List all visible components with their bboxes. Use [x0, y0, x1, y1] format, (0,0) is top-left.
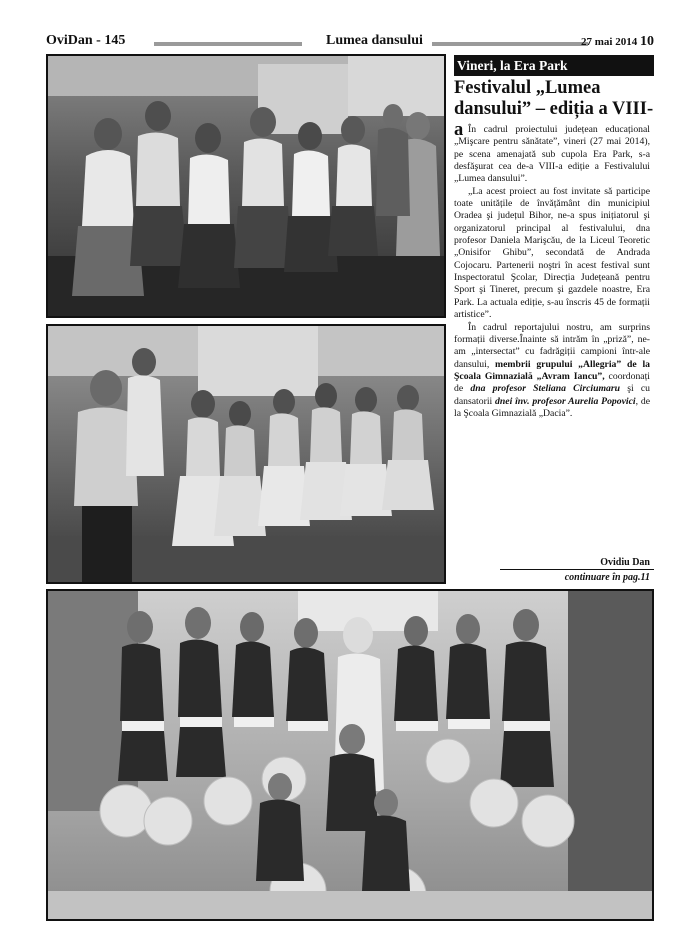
headline-line-1: Festivalul „Lumea — [454, 78, 601, 98]
paragraph-3-and: şi cu dansatorii — [454, 383, 651, 407]
photo-folk-costume-group — [46, 54, 446, 318]
teacher-2: dnei înv. profesor Aurelia Popovici — [495, 395, 636, 407]
article-kicker: Vineri, la Era Park — [454, 55, 654, 76]
issue-date: 27 mai 2014 — [581, 36, 638, 48]
paragraph-2: „La acest proiect au fost invitate să participe toate unitățile de învățământ din municipiul Oradea şi județul Bihor, ne-a spus inițiatorul şi organizatorul principal al festivalului, dna profesor Daniela Marişcău, de la Liceul Teoretic „Onisifor Ghibu”, secondată de Andrada Cojocaru. Partenerii noştri în acest festival sunt Inspectoratul Şcolar, Direcția Județeană pentru Sport şi Tineret, precum şi gazdele noastre, Era Park. La actuala ediție, s-au înscris 45 de formații artistice”. — [454, 185, 650, 321]
section-title: Lumea dansului — [326, 33, 423, 48]
header-rule-right — [432, 42, 588, 46]
page-header — [46, 33, 654, 53]
paragraph-3-coord: coordonați de — [454, 370, 650, 395]
header-rule-left — [154, 42, 302, 46]
publication-issue: OviDan - 145 — [46, 33, 126, 48]
author-byline: Ovidiu Dan — [600, 557, 650, 568]
photo-cheerleader-group — [46, 589, 654, 921]
group-allegria: membrii grupului „Allegria” de la Şcoala Gimnazială „Avram Iancu”, — [454, 358, 650, 382]
article-body — [454, 124, 650, 420]
continued-note: continuare în pag.11 — [564, 572, 650, 583]
paragraph-3 — [454, 322, 650, 421]
headline-line-2: dansului” – ediția a VIII-a — [454, 99, 654, 140]
paragraph-1: În cadrul proiectului județean educațional „Mişcare pentru sănătate”, vineri (27 mai 2014), pe scena amenajată sub cupola Era Park, s-a desfăşurat cea de-a VIII-a ediție a Festivalului „Lumea dansului”. — [454, 124, 650, 185]
paragraph-3-end: , de la Şcoala Gimnazială „Dacia”. — [454, 395, 650, 419]
issue-date-and-page — [581, 34, 654, 50]
photo-children-dance-group — [46, 324, 446, 584]
page-number: 10 — [640, 34, 654, 49]
byline-rule — [500, 569, 654, 570]
paragraph-3-intro: În cadrul reportajului nostru, am surprins formații diverse.Înainte să intrăm în „priză”, ne-am „intersectat” cu fadrăgiții campioni într-ale dansului, — [454, 321, 650, 370]
teacher-1: dna profesor Steliana Circiumaru — [470, 383, 621, 395]
